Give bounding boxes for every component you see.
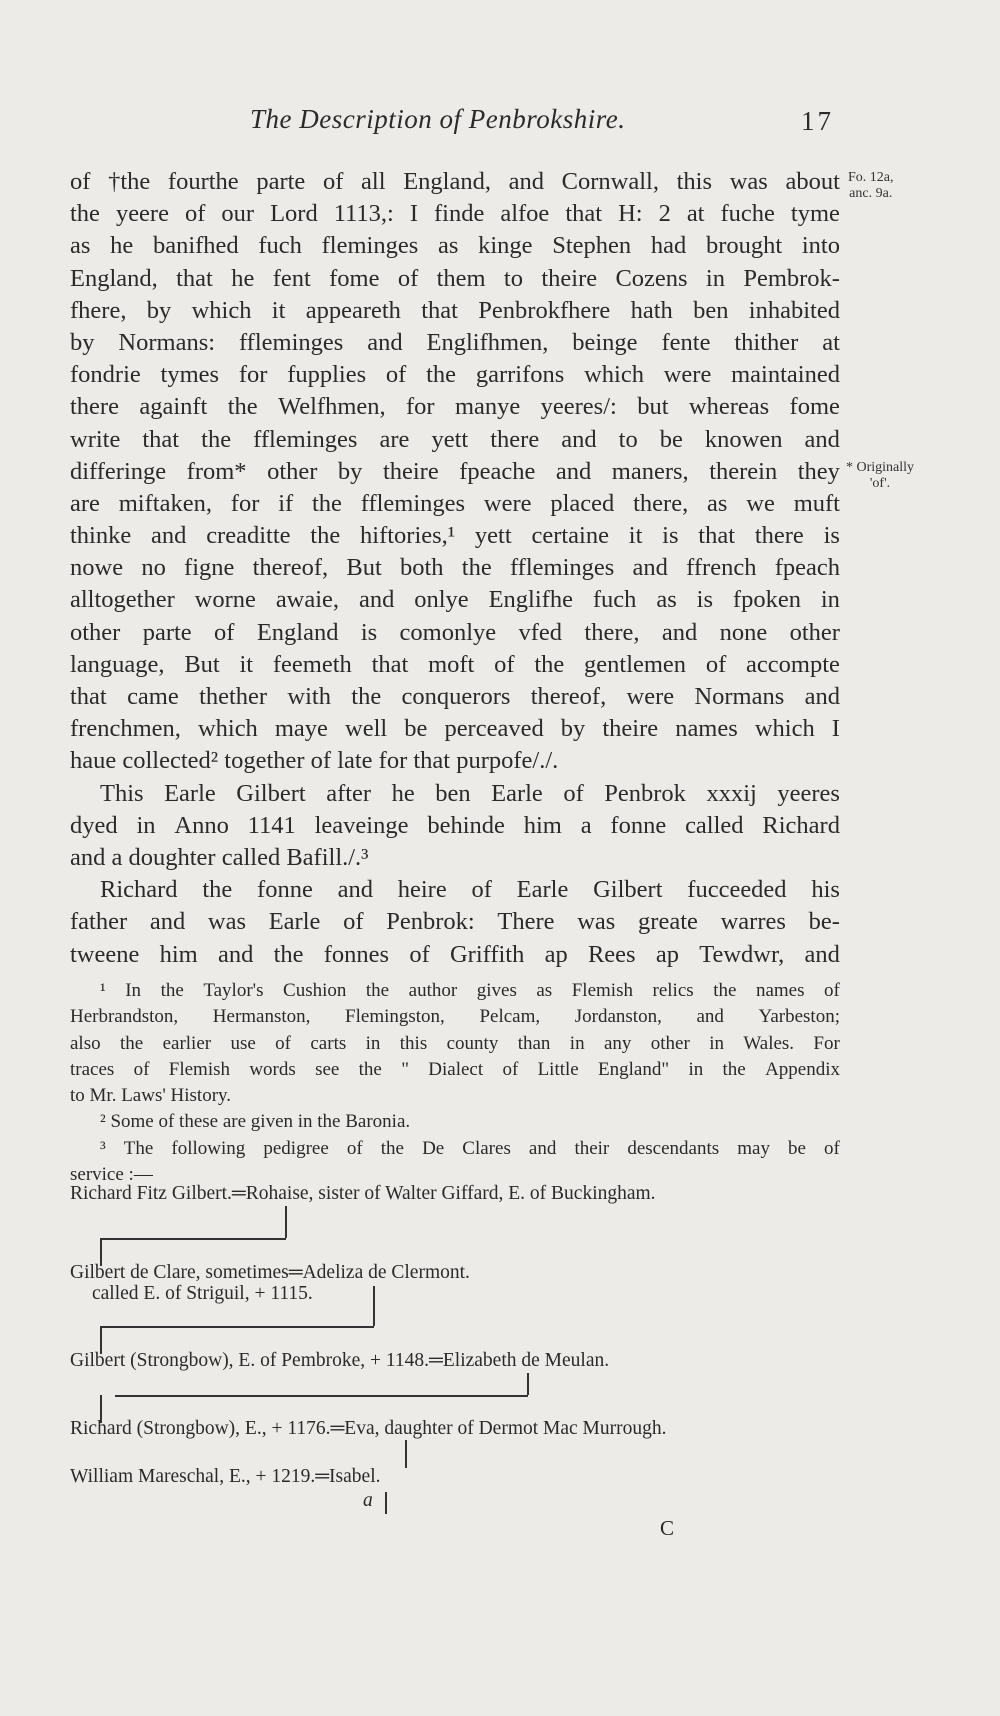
footnote-line: also the earlier use of carts in this county than in any other in Wales. For xyxy=(70,1032,840,1054)
text-line: the yeere of our Lord 1113,: I finde alfoe that H: 2 at fuche tyme xyxy=(70,200,840,228)
text-line: fhere, by which it appeareth that Penbrokfhere hath ben inhabited xyxy=(70,296,840,324)
running-header xyxy=(70,104,840,144)
pedigree-connector xyxy=(527,1373,529,1395)
main-text xyxy=(70,166,840,971)
text-line: Richard the fonne and heire of Earle Gilbert fucceeded his xyxy=(100,876,840,904)
text-line: thinke and creaditte the hiftories,¹ yett certaine it is that there is xyxy=(70,522,840,550)
margin-note-originally: * Originally 'of'. xyxy=(846,460,915,491)
pedigree-connector xyxy=(115,1395,528,1397)
footnote-line: to Mr. Laws' History. xyxy=(70,1085,232,1107)
pedigree-line-1: Richard Fitz Gilbert.═Rohaise, sister of Walter Giffard, E. of Buckingham. xyxy=(70,1183,656,1204)
pedigree-line-2b: called E. of Striguil, + 1115. xyxy=(92,1283,313,1304)
text-line: England, that he fent fome of them to theire Cozens in Pembrok- xyxy=(70,264,840,292)
text-line: haue collected² together of late for that purpofe/./. xyxy=(70,747,559,775)
pedigree-connector xyxy=(100,1238,286,1240)
footnote-line: ³ The following pedigree of the De Clares and their descendants may be of xyxy=(100,1137,840,1159)
text-line: and a doughter called Bafill./.³ xyxy=(70,843,369,871)
margin-note-folio: Fo. 12a, anc. 9a. xyxy=(848,170,894,201)
running-title: The Description of Penbrokshire. xyxy=(250,104,626,134)
text-line: differinge from* other by theire fpeache and maners, therein they xyxy=(70,457,840,485)
pedigree-connector xyxy=(285,1206,287,1238)
text-line: as he banifhed fuch fleminges as kinge Stephen had brought into xyxy=(70,232,840,260)
pedigree-line-4: Richard (Strongbow), E., + 1176.═Eva, daughter of Dermot Mac Murrough. xyxy=(70,1418,667,1439)
page-number: 17 xyxy=(801,106,834,136)
footnotes xyxy=(70,978,840,1188)
text-line: of †the fourthe parte of all England, and Cornwall, this was about xyxy=(70,168,840,195)
footnote-line: ¹ In the Taylor's Cushion the author gives as Flemish relics the names of xyxy=(100,980,840,1001)
pedigree-connector xyxy=(405,1440,407,1468)
text-line: frenchmen, which maye well be perceaved by theire names which I xyxy=(70,715,840,743)
text-line: tweene him and the fonnes of Griffith ap Rees ap Tewdwr, and xyxy=(70,940,840,968)
pedigree-line-3: Gilbert (Strongbow), E. of Pembroke, + 1148.═Elizabeth de Meulan. xyxy=(70,1350,610,1371)
text-line: by Normans: ffleminges and Englifhmen, beinge fente thither at xyxy=(70,328,840,356)
text-line: other parte of England is comonlye vfed there, and none other xyxy=(70,618,840,646)
footnote-line: service :— xyxy=(70,1164,153,1186)
pedigree-connector xyxy=(385,1492,387,1514)
text-line: dyed in Anno 1141 leaveinge behinde him a fonne called Richard xyxy=(70,811,840,839)
pedigree-ref-a: a xyxy=(363,1490,373,1511)
pedigree-connector xyxy=(100,1326,374,1328)
text-line: This Earle Gilbert after he ben Earle of Penbrok xxxij yeeres xyxy=(100,779,840,807)
text-line: father and was Earle of Penbrok: There was greate warres be- xyxy=(70,908,840,936)
text-line: write that the ffleminges are yett there and to be knowen and xyxy=(70,425,840,453)
text-line: language, But it feemeth that moft of the gentlemen of accompte xyxy=(70,650,840,678)
text-line: are miftaken, for if the ffleminges were placed there, as we muft xyxy=(70,489,840,517)
footnote-line: traces of Flemish words see the " Dialect of Little England" in the Appendix xyxy=(70,1058,840,1080)
pedigree-line-2: Gilbert de Clare, sometimes═Adeliza de Clermont. xyxy=(70,1262,470,1283)
pedigree-line-5: William Mareschal, E., + 1219.═Isabel. xyxy=(70,1466,381,1487)
text-line: alltogether worne awaie, and onlye Englifhe fuch as is fpoken in xyxy=(70,586,840,614)
footnote-line: Herbrandston, Hermanston, Flemingston, Pelcam, Jordanston, and Yarbeston; xyxy=(70,1006,840,1028)
signature-mark: C xyxy=(660,1516,675,1540)
pedigree-connector xyxy=(373,1286,375,1326)
text-line: that came thether with the conquerors thereof, were Normans and xyxy=(70,683,840,710)
footnote-line: ² Some of these are given in the Baronia. xyxy=(100,1111,411,1133)
text-line: there againft the Welfhmen, for manye yeeres/: but whereas fome xyxy=(70,393,840,421)
text-line: nowe no figne thereof, But both the ffleminges and ffrench fpeach xyxy=(70,554,840,582)
text-line: fondrie tymes for fupplies of the garrifons which were maintained xyxy=(70,361,840,389)
